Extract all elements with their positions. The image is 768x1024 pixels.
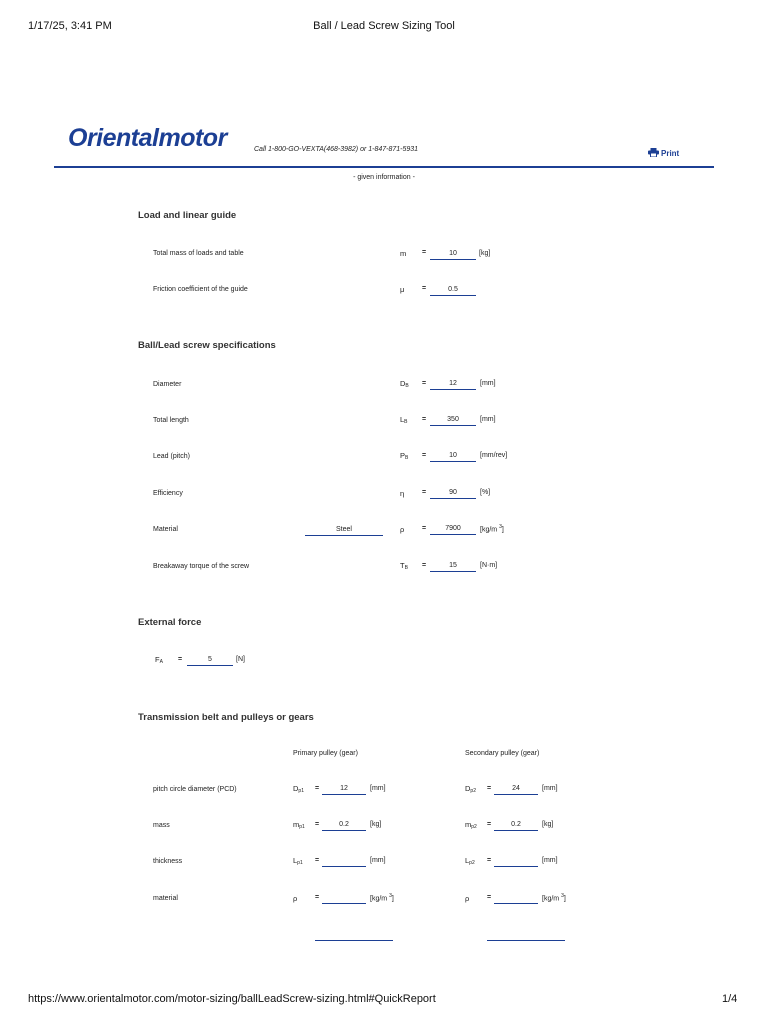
mass-label: Total mass of loads and table <box>153 250 244 257</box>
torque-unit: [N·m] <box>480 562 498 569</box>
friction-input[interactable]: 0.5 <box>430 285 476 296</box>
material-primary-select[interactable] <box>315 930 393 941</box>
thickness-secondary-input[interactable] <box>494 856 538 867</box>
mass-input[interactable]: 10 <box>430 249 476 260</box>
equals-sign: = <box>422 562 427 569</box>
lead-label: Lead (pitch) <box>153 453 190 460</box>
equals-sign: = <box>422 249 427 256</box>
density-secondary-unit: [kg/m $^3$] <box>542 893 566 903</box>
mass-symbol: m <box>400 249 407 258</box>
mass-unit: [kg] <box>479 250 491 257</box>
torque-symbol: $T_B$ <box>400 561 408 571</box>
material-label: Material <box>153 526 178 533</box>
torque-label: Breakaway torque of the screw <box>153 563 250 570</box>
material-secondary-symbol: ρ <box>465 894 470 903</box>
length-label: Total length <box>153 417 189 424</box>
oriental-motor-logo[interactable]: Orientalmotor <box>68 124 227 152</box>
equals-sign: = <box>422 416 427 423</box>
equals-sign: = <box>487 785 492 792</box>
friction-symbol: μ <box>400 285 405 294</box>
given-information-note: - given information - <box>353 174 415 181</box>
thickness-primary-symbol: $L_{p1}$ <box>293 856 303 866</box>
section-title-load: Load and linear guide <box>138 210 237 221</box>
pulley-mass-label: mass <box>153 822 170 829</box>
printer-icon <box>648 148 659 159</box>
mass-primary-input[interactable]: 0.2 <box>322 820 366 831</box>
diameter-unit: [mm] <box>480 380 496 387</box>
print-button[interactable] <box>648 148 679 159</box>
density-primary-input[interactable] <box>322 893 366 904</box>
pcd-secondary-unit: [mm] <box>542 785 558 792</box>
mass-primary-unit: [kg] <box>370 821 382 828</box>
equals-sign: = <box>315 857 320 864</box>
thickness-primary-input[interactable] <box>322 856 366 867</box>
material-primary-symbol: ρ <box>293 894 298 903</box>
section-title-screw: Ball/Lead screw specifications <box>138 340 276 351</box>
diameter-input[interactable]: 12 <box>430 379 476 390</box>
header-divider <box>54 166 714 168</box>
force-unit: [N] <box>236 656 245 663</box>
friction-label: Friction coefficient of the guide <box>153 286 248 293</box>
print-datetime: 1/17/25, 3:41 PM <box>28 20 112 32</box>
mass-secondary-input[interactable]: 0.2 <box>494 820 538 831</box>
section-title-external-force: External force <box>138 617 202 628</box>
pcd-secondary-input[interactable]: 24 <box>494 784 538 795</box>
primary-pulley-header: Primary pulley (gear) <box>293 750 358 757</box>
efficiency-input[interactable]: 90 <box>430 488 476 499</box>
mass-primary-symbol: $m_{p1}$ <box>293 820 305 830</box>
length-input[interactable]: 350 <box>430 415 476 426</box>
thickness-primary-unit: [mm] <box>370 857 386 864</box>
diameter-symbol: $D_B$ <box>400 379 409 389</box>
density-input[interactable]: 7900 <box>430 524 476 535</box>
pulley-material-label: material <box>153 895 178 902</box>
density-symbol: ρ <box>400 525 405 534</box>
length-unit: [mm] <box>480 416 496 423</box>
equals-sign: = <box>487 894 492 901</box>
print-label: Print <box>661 149 680 158</box>
equals-sign: = <box>422 452 427 459</box>
efficiency-label: Efficiency <box>153 490 183 497</box>
equals-sign: = <box>487 857 492 864</box>
equals-sign: = <box>315 894 320 901</box>
length-symbol: $L_B$ <box>400 415 408 425</box>
diameter-label: Diameter <box>153 381 182 388</box>
efficiency-unit: [%] <box>480 489 491 496</box>
mass-secondary-unit: [kg] <box>542 821 554 828</box>
material-select[interactable]: Steel <box>305 525 383 536</box>
call-text: Call 1-800-GO-VEXTA(468-3982) or 1-847-871-5931 <box>254 146 419 153</box>
page-url: https://www.orientalmotor.com/motor-sizing/ballLeadScrew-sizing.html#QuickReport <box>28 993 436 1005</box>
equals-sign: = <box>487 821 492 828</box>
mass-secondary-symbol: $m_{p2}$ <box>465 820 477 830</box>
thickness-label: thickness <box>153 858 183 865</box>
pcd-primary-symbol: $D_{p1}$ <box>293 784 304 794</box>
thickness-secondary-symbol: $L_{p2}$ <box>465 856 475 866</box>
equals-sign: = <box>315 785 320 792</box>
density-secondary-input[interactable] <box>494 893 538 904</box>
efficiency-symbol: η <box>400 489 405 498</box>
torque-input[interactable]: 15 <box>430 561 476 572</box>
equals-sign: = <box>422 380 427 387</box>
section-title-transmission: Transmission belt and pulleys or gears <box>138 712 314 723</box>
secondary-pulley-header: Secondary pulley (gear) <box>465 750 540 757</box>
equals-sign: = <box>178 656 183 663</box>
lead-symbol: $P_B$ <box>400 451 409 461</box>
equals-sign: = <box>422 489 427 496</box>
pcd-label: pitch circle diameter (PCD) <box>153 786 237 793</box>
lead-input[interactable]: 10 <box>430 451 476 462</box>
equals-sign: = <box>422 525 427 532</box>
page-title: Ball / Lead Screw Sizing Tool <box>313 20 455 32</box>
density-unit: [kg/m $^3$] <box>480 524 504 534</box>
lead-unit: [mm/rev] <box>480 452 508 459</box>
thickness-secondary-unit: [mm] <box>542 857 558 864</box>
material-secondary-select[interactable] <box>487 930 565 941</box>
pcd-secondary-symbol: $D_{p2}$ <box>465 784 476 794</box>
force-symbol: $F_A$ <box>155 655 163 665</box>
pcd-primary-input[interactable]: 12 <box>322 784 366 795</box>
pcd-primary-unit: [mm] <box>370 785 386 792</box>
equals-sign: = <box>422 285 427 292</box>
page-number: 1/4 <box>722 993 738 1005</box>
density-primary-unit: [kg/m $^3$] <box>370 893 394 903</box>
force-input[interactable]: 5 <box>187 655 233 666</box>
equals-sign: = <box>315 821 320 828</box>
